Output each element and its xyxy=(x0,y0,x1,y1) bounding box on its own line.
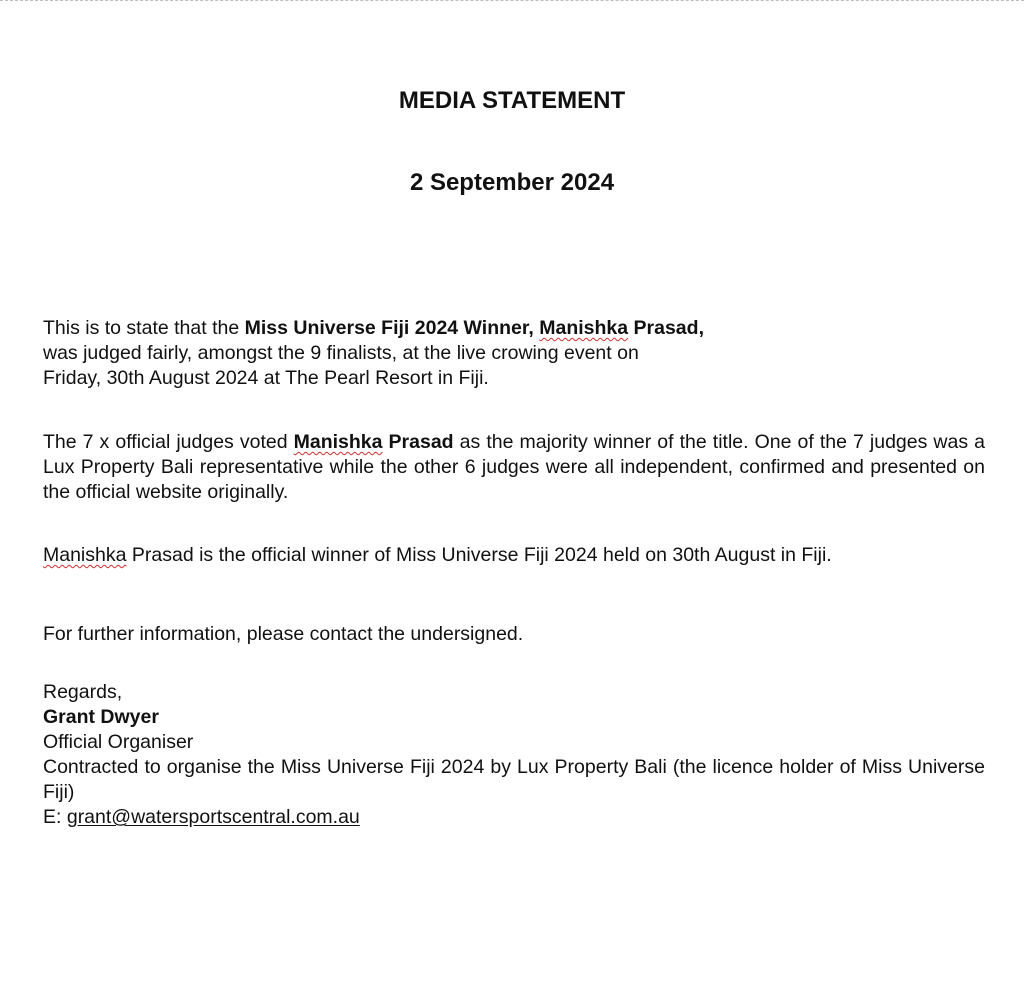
paragraph-judges xyxy=(43,430,985,505)
contract-text: Contracted to organise the Miss Universe Fiji 2024 by Lux Property Bali (the licence holder of Miss Universe Fiji) xyxy=(43,756,985,803)
intro-text: This is to state that the xyxy=(43,317,245,339)
top-border-rule xyxy=(0,0,1024,1)
paragraph-1-line-1 xyxy=(43,316,985,341)
judges-text-2: as the majority winner of the title. xyxy=(453,431,749,453)
statement-date: 2 September 2024 xyxy=(409,169,615,196)
email-link[interactable]: grant@watersportscentral.com.au xyxy=(66,806,360,828)
email-prefix: E: xyxy=(43,806,67,828)
judges-sentence-2: One of the 7 judges was a Lux Property Bali representative while the other 6 judges were all independent, confirmed and presented on the official website originally. xyxy=(43,431,985,503)
paragraph-contact: For further information, please contact the undersigned. xyxy=(43,623,524,645)
signatory-role: Official Organiser xyxy=(43,731,194,753)
official-winner-text: Prasad is the official winner of Miss Universe Fiji 2024 held on 30th August in Fiji. xyxy=(126,544,832,566)
winner-last-name-bold: Prasad, xyxy=(628,317,704,339)
signatory-name: Grant Dwyer xyxy=(43,706,159,728)
email-line xyxy=(43,805,985,830)
winner-first-name-bold-2: Manishka xyxy=(293,431,383,453)
judges-text-1: The 7 x official judges voted xyxy=(43,431,294,453)
winner-last-name-bold-2: Prasad xyxy=(382,431,454,453)
paragraph-official-winner xyxy=(43,543,985,568)
document-title: MEDIA STATEMENT xyxy=(398,87,626,114)
winner-first-name-3: Manishka xyxy=(43,544,127,566)
paragraph-1-line-2: was judged fairly, amongst the 9 finalists, at the live crowing event on xyxy=(43,342,639,364)
winner-first-name-bold: Manishka xyxy=(539,317,629,339)
regards-text: Regards, xyxy=(43,681,123,703)
paragraph-1-line-3: Friday, 30th August 2024 at The Pearl Resort in Fiji. xyxy=(43,367,489,389)
event-name-bold: Miss Universe Fiji 2024 Winner, xyxy=(244,317,540,339)
signoff-block xyxy=(43,680,985,830)
paragraph-winner-statement xyxy=(43,316,985,391)
